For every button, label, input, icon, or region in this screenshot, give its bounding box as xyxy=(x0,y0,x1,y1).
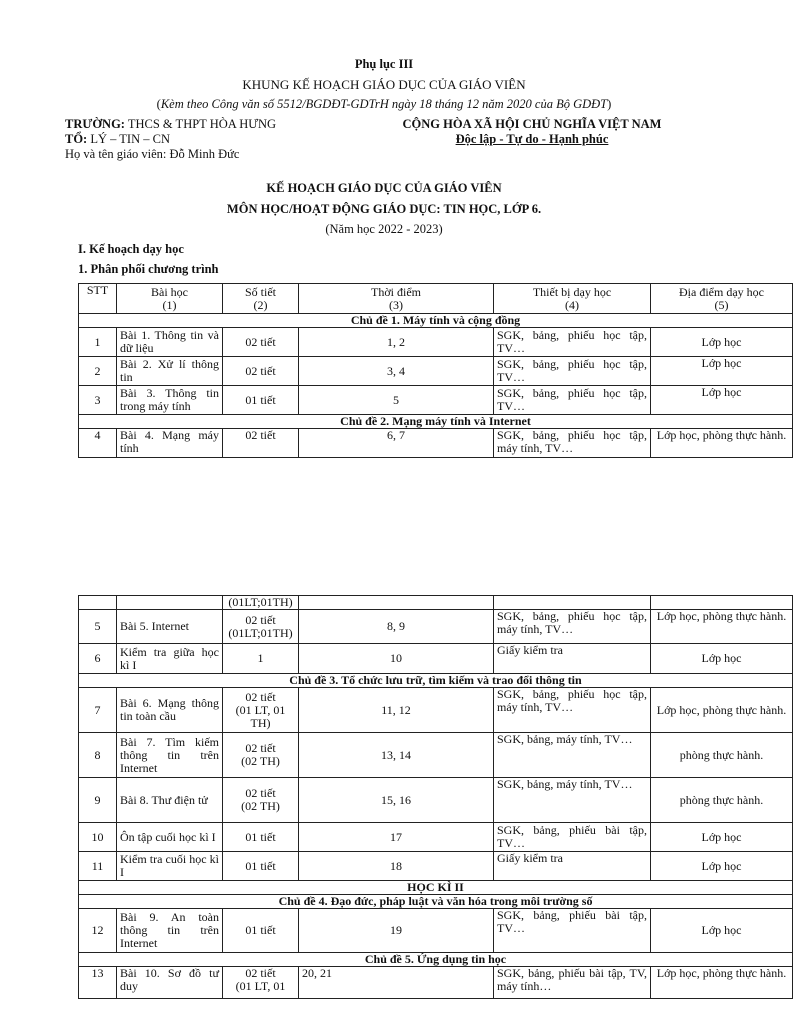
cell-lesson: Bài 9. An toàn thông tin trên Internet xyxy=(117,909,223,953)
cell-time: 8, 9 xyxy=(299,610,494,644)
cell-equipment: SGK, bảng, phiếu học tập, máy tính, TV… xyxy=(494,610,651,644)
cell-periods: 1 xyxy=(223,644,299,674)
cell-stt: 12 xyxy=(79,909,117,953)
cell-stt: 4 xyxy=(79,429,117,458)
cell-equipment: SGK, bảng, phiếu học tập, TV… xyxy=(494,386,651,415)
cell-equipment: SGK, bảng, phiếu học tập, máy tính, TV… xyxy=(494,688,651,733)
cell-location: Lớp học xyxy=(651,328,793,357)
cell-stt: 1 xyxy=(79,328,117,357)
cell-lesson: Bài 7. Tìm kiếm thông tin trên Internet xyxy=(117,733,223,778)
cell-time: 6, 7 xyxy=(299,429,494,458)
cell-periods: 02 tiết (02 TH) xyxy=(223,778,299,823)
cell-stt: 13 xyxy=(79,967,117,999)
plan-title: KẾ HOẠCH GIÁO DỤC CỦA GIÁO VIÊN xyxy=(266,181,502,195)
section-heading: I. Kế hoạch dạy học xyxy=(78,242,184,256)
cell-time: 17 xyxy=(299,823,494,852)
header-location: Địa điểm dạy học (5) xyxy=(651,284,793,314)
nation-name: CỘNG HÒA XÃ HỘI CHỦ NGHĨA VIỆT NAM xyxy=(402,117,662,131)
table-row xyxy=(79,610,793,644)
cell-location: phòng thực hành. xyxy=(651,733,793,778)
table-row xyxy=(79,967,793,999)
cell-stt: 5 xyxy=(79,610,117,644)
cell-time: 15, 16 xyxy=(299,778,494,823)
cell-periods: 01 tiết xyxy=(223,823,299,852)
cell-stt: 6 xyxy=(79,644,117,674)
cell-lesson: Bài 3. Thông tin trong máy tính xyxy=(117,386,223,415)
cell-lesson: Bài 8. Thư điện tử xyxy=(117,778,223,823)
cell-lesson: Bài 10. Sơ đồ tư duy xyxy=(117,967,223,999)
topic-5: Chủ đề 5. Ứng dụng tin học xyxy=(79,953,793,967)
cell-equipment: SGK, bảng, phiếu học tập, máy tính, TV… xyxy=(494,429,651,458)
cell-stt: 2 xyxy=(79,357,117,386)
table-row xyxy=(79,429,793,458)
teacher-name: Họ và tên giáo viên: Đỗ Minh Đức xyxy=(65,147,240,161)
cell-periods: 02 tiết (01 LT, 01 TH) xyxy=(223,688,299,733)
cell-periods: 02 tiết xyxy=(223,429,299,458)
cell-location: Lớp học xyxy=(651,909,793,953)
cell-equipment: Giấy kiểm tra xyxy=(494,852,651,881)
cell-location: phòng thực hành. xyxy=(651,778,793,823)
cell-lesson: Bài 2. Xử lí thông tin xyxy=(117,357,223,386)
cell-location: Lớp học xyxy=(651,823,793,852)
cell-periods: (01LT;01TH) xyxy=(223,596,299,610)
cell-time: 5 xyxy=(299,386,494,415)
main-title: KHUNG KẾ HOẠCH GIÁO DỤC CỦA GIÁO VIÊN xyxy=(242,77,526,92)
cell-periods: 01 tiết xyxy=(223,386,299,415)
appendix-label: Phụ lục III xyxy=(354,57,414,71)
cell-periods: 02 tiết (02 TH) xyxy=(223,733,299,778)
cell-stt xyxy=(79,596,117,610)
table-row xyxy=(79,688,793,733)
cell-time: 11, 12 xyxy=(299,688,494,733)
cell-location: Lớp học xyxy=(651,852,793,881)
cell-stt: 8 xyxy=(79,733,117,778)
cell-lesson: Bài 5. Internet xyxy=(117,610,223,644)
table-row xyxy=(79,909,793,953)
table-row xyxy=(79,644,793,674)
cell-stt: 10 xyxy=(79,823,117,852)
table-row xyxy=(79,733,793,778)
cell-lesson: Kiểm tra cuối học kì I xyxy=(117,852,223,881)
header-lesson: Bài học (1) xyxy=(117,284,223,314)
cell-location: Lớp học, phòng thực hành. xyxy=(651,688,793,733)
semester-2-heading: HỌC KÌ II xyxy=(79,881,793,895)
semester-row xyxy=(79,881,793,895)
cell-equipment: Giấy kiểm tra xyxy=(494,644,651,674)
cell-equipment: SGK, bảng, phiếu bài tập, TV… xyxy=(494,823,651,852)
header-stt: STT xyxy=(79,284,117,314)
cell-equipment: SGK, bảng, phiếu học tập, TV… xyxy=(494,328,651,357)
topic-row xyxy=(79,674,793,688)
continued-row xyxy=(79,596,793,610)
cell-time: 1, 2 xyxy=(299,328,494,357)
cell-equipment xyxy=(494,596,651,610)
cell-location: Lớp học xyxy=(651,357,793,386)
cell-location: Lớp học xyxy=(651,644,793,674)
cell-time: 18 xyxy=(299,852,494,881)
cell-time: 19 xyxy=(299,909,494,953)
cell-stt: 9 xyxy=(79,778,117,823)
cell-stt: 3 xyxy=(79,386,117,415)
cell-lesson: Kiểm tra giữa học kì I xyxy=(117,644,223,674)
cell-location: Lớp học, phòng thực hành. xyxy=(651,967,793,999)
cell-stt: 7 xyxy=(79,688,117,733)
topic-4: Chủ đề 4. Đạo đức, pháp luật và văn hóa trong môi trường số xyxy=(79,895,793,909)
table-row xyxy=(79,328,793,357)
topic-row xyxy=(79,314,793,328)
table-row xyxy=(79,357,793,386)
cell-periods: 02 tiết xyxy=(223,357,299,386)
nation-motto: Độc lập - Tự do - Hạnh phúc xyxy=(455,132,609,146)
cell-equipment: SGK, bảng, máy tính, TV… xyxy=(494,733,651,778)
cell-location xyxy=(651,596,793,610)
cell-time: 10 xyxy=(299,644,494,674)
cell-lesson: Ôn tập cuối học kì I xyxy=(117,823,223,852)
plan-year: (Năm học 2022 - 2023) xyxy=(325,222,443,236)
school-line: TRƯỜNG: THCS & THPT HÒA HƯNG xyxy=(65,117,277,131)
nation-motto-wrap xyxy=(398,132,666,147)
cell-equipment: SGK, bảng, phiếu bài tập, TV… xyxy=(494,909,651,953)
cell-lesson: Bài 6. Mạng thông tin toàn cầu xyxy=(117,688,223,733)
cell-time xyxy=(299,596,494,610)
header-equipment: Thiết bị dạy học (4) xyxy=(494,284,651,314)
table-row xyxy=(79,852,793,881)
subtitle: (Kèm theo Công văn số 5512/BGDĐT-GDTrH ngày 18 tháng 12 năm 2020 của Bộ GDĐT) xyxy=(156,97,612,111)
table-row xyxy=(79,386,793,415)
table-row xyxy=(79,823,793,852)
program-table-page1 xyxy=(78,283,793,458)
cell-periods: 01 tiết xyxy=(223,909,299,953)
cell-time: 13, 14 xyxy=(299,733,494,778)
topic-2: Chủ đề 2. Mạng máy tính và Internet xyxy=(79,415,793,429)
header-time: Thời điểm (3) xyxy=(299,284,494,314)
cell-lesson: Bài 1. Thông tin và dữ liệu xyxy=(117,328,223,357)
program-table-page2 xyxy=(78,595,793,999)
cell-equipment: SGK, bảng, phiếu bài tập, TV, máy tính… xyxy=(494,967,651,999)
cell-equipment: SGK, bảng, máy tính, TV… xyxy=(494,778,651,823)
cell-time: 3, 4 xyxy=(299,357,494,386)
topic-row xyxy=(79,415,793,429)
cell-time: 20, 21 xyxy=(299,967,494,999)
cell-lesson: Bài 4. Mạng máy tính xyxy=(117,429,223,458)
topic-row xyxy=(79,895,793,909)
cell-location: Lớp học, phòng thực hành. xyxy=(651,429,793,458)
cell-location: Lớp học xyxy=(651,386,793,415)
cell-stt: 11 xyxy=(79,852,117,881)
subsection-heading: 1. Phân phối chương trình xyxy=(78,262,219,276)
cell-lesson xyxy=(117,596,223,610)
cell-equipment: SGK, bảng, phiếu học tập, TV… xyxy=(494,357,651,386)
table-row xyxy=(79,778,793,823)
cell-periods: 02 tiết xyxy=(223,328,299,357)
cell-periods: 01 tiết xyxy=(223,852,299,881)
cell-periods: 02 tiết (01LT;01TH) xyxy=(223,610,299,644)
header-periods: Số tiết (2) xyxy=(223,284,299,314)
cell-periods: 02 tiết (01 LT, 01 xyxy=(223,967,299,999)
topic-3: Chủ đề 3. Tổ chức lưu trữ, tìm kiếm và trao đổi thông tin xyxy=(79,674,793,688)
topic-row xyxy=(79,953,793,967)
group-line: TỔ: LÝ – TIN – CN xyxy=(65,132,170,146)
topic-1: Chủ đề 1. Máy tính và cộng đồng xyxy=(79,314,793,328)
table-header-row xyxy=(79,284,793,314)
cell-location: Lớp học, phòng thực hành. xyxy=(651,610,793,644)
plan-subject: MÔN HỌC/HOẠT ĐỘNG GIÁO DỤC: TIN HỌC, LỚP 6. xyxy=(226,202,542,216)
